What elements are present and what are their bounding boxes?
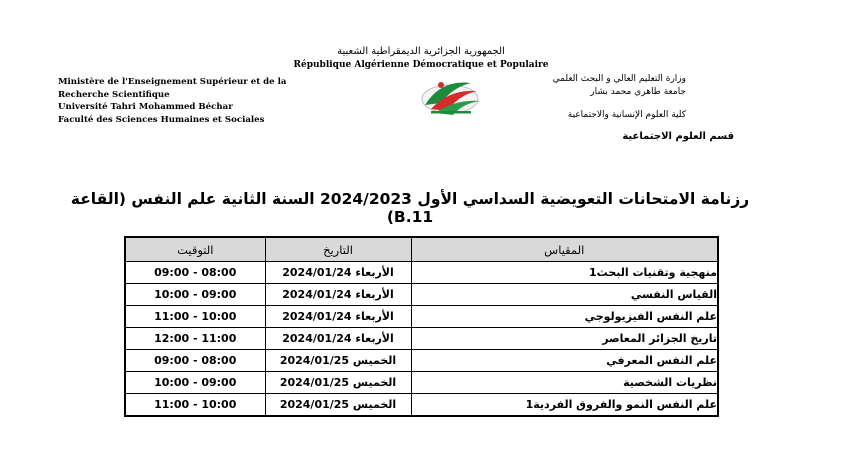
day-value: الخميس (352, 354, 397, 367)
date-value: 2024/01/24 (282, 266, 352, 279)
table-row (125, 284, 718, 306)
table-row (125, 394, 718, 417)
fr-research-line: Recherche Scientifique (58, 89, 170, 100)
date-value: 2024/01/24 (282, 310, 352, 323)
table-row (125, 262, 718, 284)
time-cell: 10:00 - 09:00 (125, 284, 265, 306)
table-row (125, 306, 718, 328)
subject-cell: علم النفس الفيزيولوجي (411, 306, 718, 328)
date-value: 2024/01/24 (282, 332, 352, 345)
date-value: 2024/01/24 (282, 288, 352, 301)
page-title: رزنامة الامتحانات التعويضية السداسي الأول 2024/2023 السنة الثانية علم النفس (القاعة B.11) (70, 190, 750, 226)
ar-ministry-line: وزارة التعليم العالي و البحث العلمي (552, 74, 686, 84)
ar-faculty-line: كلية العلوم الإنسانية والاجتماعية (567, 110, 686, 120)
subject-cell: علم النفس المعرفي (411, 350, 718, 372)
subject-cell: علم النفس النمو والفروق الفردية1 (411, 394, 718, 417)
date-value: 2024/01/25 (279, 398, 350, 411)
fr-faculty-line: Faculté des Sciences Humaines et Sociales (58, 114, 265, 125)
subject-cell: منهجية وتقنيات البحث1 (411, 262, 718, 284)
arabic-institution-block (553, 73, 686, 122)
french-institution-block (58, 76, 286, 126)
day-value: الأربعاء (355, 332, 394, 345)
date-cell (265, 328, 411, 350)
date-cell (265, 262, 411, 284)
date-cell (265, 284, 411, 306)
time-cell: 10:00 - 09:00 (125, 372, 265, 394)
subject-cell: القياس النفسي (411, 284, 718, 306)
date-value: 2024/01/25 (279, 376, 350, 389)
fr-ministry-line: Ministère de l'Enseignement Supérieur et de la (58, 77, 287, 87)
day-value: الأربعاء (355, 310, 394, 323)
time-cell: 12:00 - 11:00 (125, 328, 265, 350)
subject-cell: تاريخ الجزائر المعاصر (411, 328, 718, 350)
date-cell (265, 306, 411, 328)
day-value: الخميس (352, 398, 397, 411)
time-cell: 11:00 - 10:00 (125, 394, 265, 417)
table-row (125, 372, 718, 394)
ar-university-line: جامعة طاهري محمد بشار (590, 87, 686, 97)
date-value: 2024/01/25 (279, 354, 350, 367)
time-cell: 11:00 - 10:00 (125, 306, 265, 328)
table-row (125, 328, 718, 350)
table-row (125, 350, 718, 372)
fr-university-line: Université Tahri Mohammed Béchar (58, 102, 233, 112)
subject-cell: نظريات الشخصية (411, 372, 718, 394)
date-cell (265, 394, 411, 417)
exam-schedule-table (124, 236, 719, 417)
date-cell (265, 372, 411, 394)
header-time: التوقيت (125, 237, 265, 262)
department-label: قسم العلوم الاجتماعية (622, 131, 734, 142)
table-header-row (125, 237, 718, 262)
day-value: الأربعاء (355, 266, 394, 279)
header-date: التاريخ (265, 237, 411, 262)
time-cell: 09:00 - 08:00 (125, 262, 265, 284)
time-cell: 09:00 - 08:00 (125, 350, 265, 372)
university-logo-icon (411, 71, 489, 119)
date-cell (265, 350, 411, 372)
header-subject: المقياس (411, 237, 718, 262)
day-value: الأربعاء (355, 288, 394, 301)
day-value: الخميس (352, 376, 397, 389)
republic-french: République Algérienne Démocratique et Populaire (293, 60, 549, 70)
republic-arabic: الجمهورية الجزائرية الديمقراطية الشعبية (337, 46, 505, 57)
